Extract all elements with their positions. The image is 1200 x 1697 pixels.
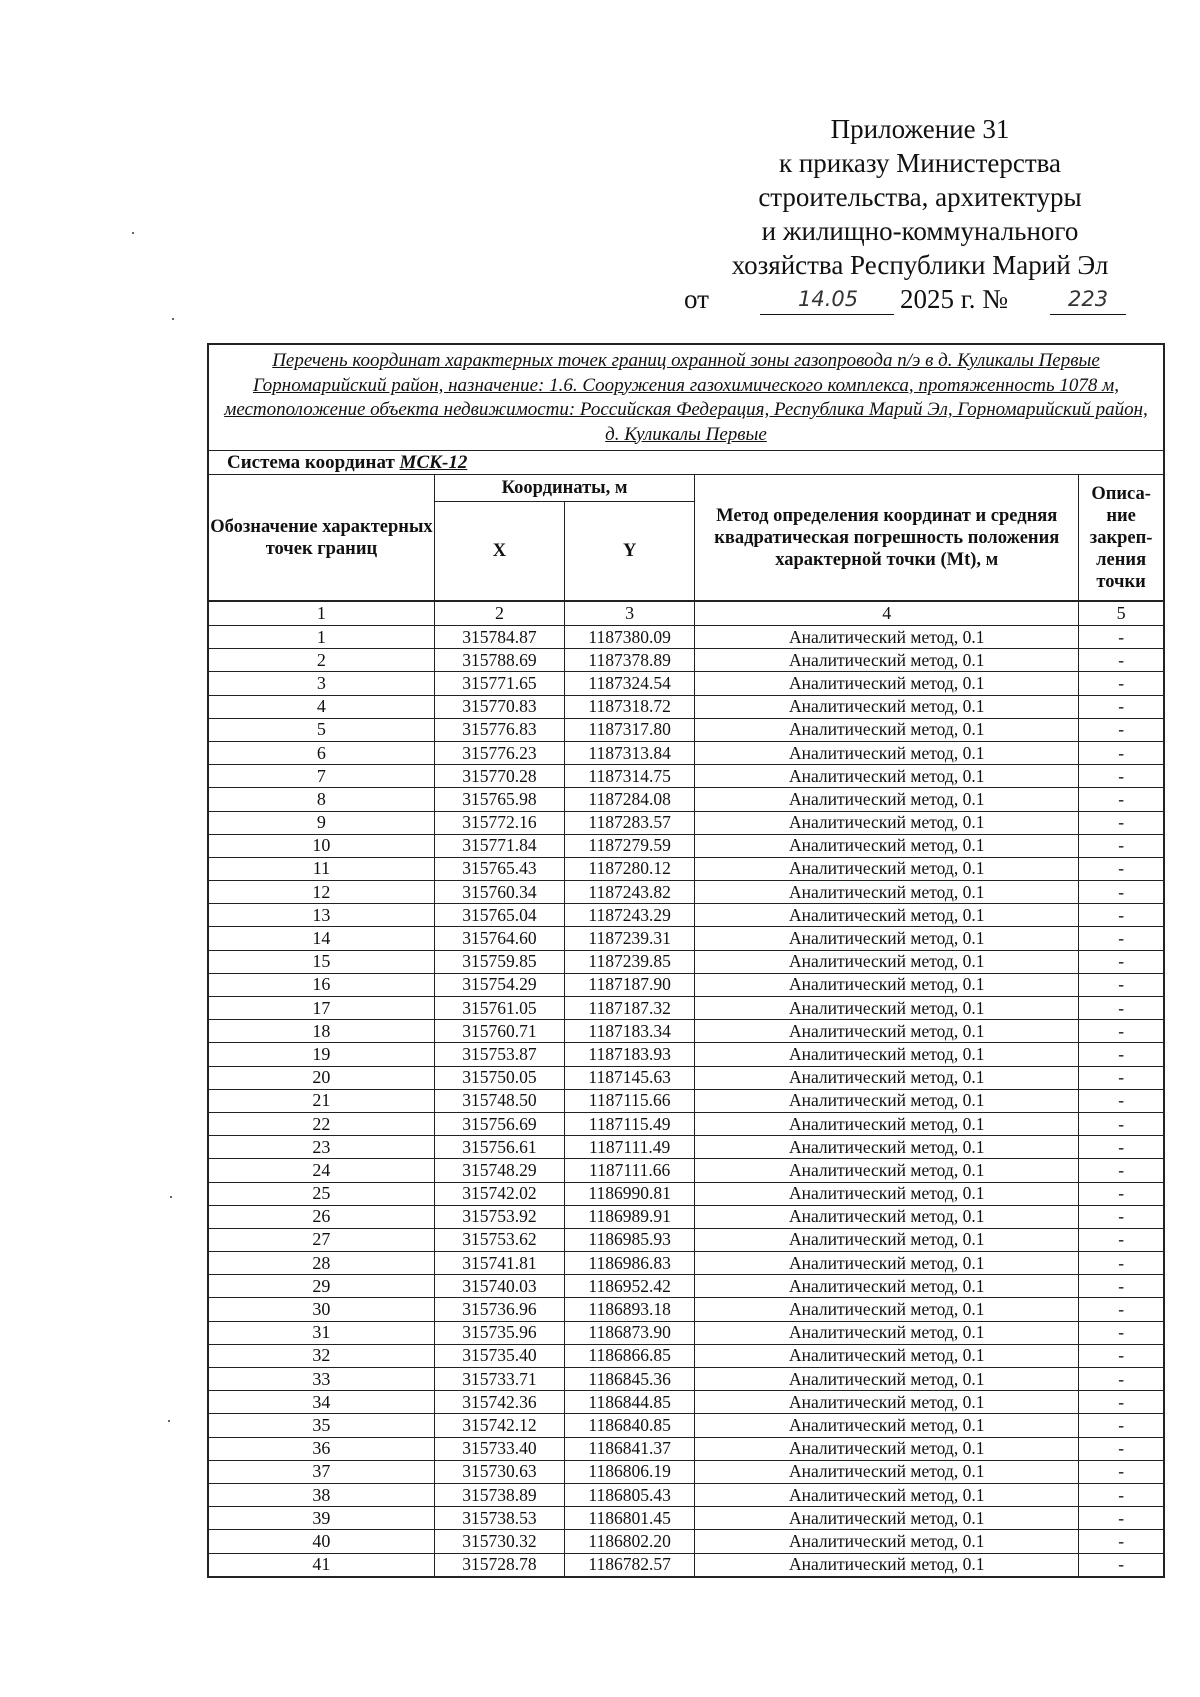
y-coordinate-cell: 1187324.54 bbox=[565, 672, 695, 695]
description-cell: - bbox=[1079, 1298, 1163, 1321]
point-number-cell: 13 bbox=[209, 904, 434, 927]
table-row bbox=[209, 927, 1163, 950]
method-cell: Аналитический метод, 0.1 bbox=[695, 811, 1079, 834]
x-coordinate-cell: 315753.92 bbox=[434, 1205, 564, 1228]
point-number-cell: 24 bbox=[209, 1159, 434, 1182]
description-cell: - bbox=[1079, 973, 1163, 996]
description-cell: - bbox=[1079, 1228, 1163, 1251]
x-coordinate-cell: 315736.96 bbox=[434, 1298, 564, 1321]
description-cell: - bbox=[1079, 834, 1163, 857]
point-number-cell: 6 bbox=[209, 741, 434, 764]
description-cell: - bbox=[1079, 1252, 1163, 1275]
table-row bbox=[209, 997, 1163, 1020]
x-coordinate-cell: 315772.16 bbox=[434, 811, 564, 834]
x-coordinate-cell: 315750.05 bbox=[434, 1066, 564, 1089]
scan-speck bbox=[168, 1420, 170, 1422]
appendix-line: и жилищно-коммунального bbox=[761, 216, 1079, 246]
method-cell: Аналитический метод, 0.1 bbox=[695, 1205, 1079, 1228]
table-row bbox=[209, 1066, 1163, 1089]
table-row bbox=[209, 973, 1163, 996]
method-cell: Аналитический метод, 0.1 bbox=[695, 904, 1079, 927]
y-coordinate-cell: 1186802.20 bbox=[565, 1530, 695, 1553]
y-coordinate-cell: 1187243.82 bbox=[565, 881, 695, 904]
table-row bbox=[209, 1344, 1163, 1367]
x-coordinate-cell: 315735.40 bbox=[434, 1344, 564, 1367]
description-cell: - bbox=[1079, 649, 1163, 672]
method-cell: Аналитический метод, 0.1 bbox=[695, 973, 1079, 996]
description-cell: - bbox=[1079, 1530, 1163, 1553]
x-coordinate-cell: 315770.28 bbox=[434, 765, 564, 788]
y-coordinate-cell: 1186782.57 bbox=[565, 1553, 695, 1576]
x-coordinate-cell: 315756.69 bbox=[434, 1112, 564, 1135]
point-number-cell: 19 bbox=[209, 1043, 434, 1066]
point-number-cell: 21 bbox=[209, 1089, 434, 1112]
description-cell: - bbox=[1079, 857, 1163, 880]
table-row bbox=[209, 1460, 1163, 1483]
point-number-cell: 9 bbox=[209, 811, 434, 834]
method-cell: Аналитический метод, 0.1 bbox=[695, 1368, 1079, 1391]
handwritten-date: 14.05 bbox=[798, 287, 859, 311]
scan-speck bbox=[132, 232, 134, 234]
y-coordinate-cell: 1186844.85 bbox=[565, 1391, 695, 1414]
description-cell: - bbox=[1079, 1089, 1163, 1112]
point-number-cell: 12 bbox=[209, 881, 434, 904]
description-cell: - bbox=[1079, 718, 1163, 741]
table-row bbox=[209, 1136, 1163, 1159]
y-coordinate-cell: 1187380.09 bbox=[565, 626, 695, 649]
x-coordinate-cell: 315754.29 bbox=[434, 973, 564, 996]
point-number-cell: 1 bbox=[209, 626, 434, 649]
description-cell: - bbox=[1079, 1483, 1163, 1506]
y-coordinate-cell: 1187279.59 bbox=[565, 834, 695, 857]
x-coordinate-cell: 315741.81 bbox=[434, 1252, 564, 1275]
date-prefix: от bbox=[684, 284, 709, 314]
y-coordinate-cell: 1187183.93 bbox=[565, 1043, 695, 1066]
handwritten-number: 223 bbox=[1068, 287, 1109, 311]
table-row bbox=[209, 1275, 1163, 1298]
y-coordinate-cell: 1186806.19 bbox=[565, 1460, 695, 1483]
x-coordinate-cell: 315753.87 bbox=[434, 1043, 564, 1066]
method-cell: Аналитический метод, 0.1 bbox=[695, 1112, 1079, 1135]
table-row bbox=[209, 1414, 1163, 1437]
point-number-cell: 28 bbox=[209, 1252, 434, 1275]
appendix-line: к приказу Министерства bbox=[778, 148, 1062, 178]
description-cell: - bbox=[1079, 672, 1163, 695]
method-cell: Аналитический метод, 0.1 bbox=[695, 950, 1079, 973]
x-coordinate-cell: 315771.84 bbox=[434, 834, 564, 857]
y-coordinate-cell: 1187283.57 bbox=[565, 811, 695, 834]
point-number-cell: 15 bbox=[209, 950, 434, 973]
point-number-cell: 40 bbox=[209, 1530, 434, 1553]
y-coordinate-cell: 1187313.84 bbox=[565, 741, 695, 764]
y-coordinate-cell: 1186866.85 bbox=[565, 1344, 695, 1367]
coordinate-system-name: МСК-12 bbox=[399, 452, 468, 473]
point-number-cell: 34 bbox=[209, 1391, 434, 1414]
method-cell: Аналитический метод, 0.1 bbox=[695, 927, 1079, 950]
table-row bbox=[209, 695, 1163, 718]
table-row bbox=[209, 649, 1163, 672]
table-row bbox=[209, 718, 1163, 741]
description-cell: - bbox=[1079, 1368, 1163, 1391]
table-row bbox=[209, 1159, 1163, 1182]
point-number-cell: 17 bbox=[209, 997, 434, 1020]
y-coordinate-cell: 1186801.45 bbox=[565, 1507, 695, 1530]
y-coordinate-cell: 1186840.85 bbox=[565, 1414, 695, 1437]
x-coordinate-cell: 315730.32 bbox=[434, 1530, 564, 1553]
y-coordinate-cell: 1187111.49 bbox=[565, 1136, 695, 1159]
description-cell: - bbox=[1079, 811, 1163, 834]
method-cell: Аналитический метод, 0.1 bbox=[695, 788, 1079, 811]
table-row bbox=[209, 1437, 1163, 1460]
y-coordinate-cell: 1187115.49 bbox=[565, 1112, 695, 1135]
x-coordinate-cell: 315738.53 bbox=[434, 1507, 564, 1530]
point-number-cell: 31 bbox=[209, 1321, 434, 1344]
point-number-cell: 2 bbox=[209, 649, 434, 672]
table-row bbox=[209, 672, 1163, 695]
description-cell: - bbox=[1079, 626, 1163, 649]
description-cell: - bbox=[1079, 1182, 1163, 1205]
table-row bbox=[209, 788, 1163, 811]
scan-speck bbox=[172, 318, 174, 320]
method-cell: Аналитический метод, 0.1 bbox=[695, 857, 1079, 880]
point-number-cell: 22 bbox=[209, 1112, 434, 1135]
description-cell: - bbox=[1079, 1136, 1163, 1159]
point-number-cell: 32 bbox=[209, 1344, 434, 1367]
col-header-x: X bbox=[434, 502, 564, 602]
table-row bbox=[209, 834, 1163, 857]
date-field bbox=[760, 282, 894, 315]
x-coordinate-cell: 315784.87 bbox=[434, 626, 564, 649]
coordinate-system-label: Система координат bbox=[227, 452, 395, 473]
description-cell: - bbox=[1079, 881, 1163, 904]
table-row bbox=[209, 1043, 1163, 1066]
method-cell: Аналитический метод, 0.1 bbox=[695, 672, 1079, 695]
order-number-field bbox=[1050, 282, 1126, 315]
method-cell: Аналитический метод, 0.1 bbox=[695, 881, 1079, 904]
appendix-line: хозяйства Республики Марий Эл bbox=[731, 250, 1109, 280]
y-coordinate-cell: 1186990.81 bbox=[565, 1182, 695, 1205]
description-cell: - bbox=[1079, 1159, 1163, 1182]
method-cell: Аналитический метод, 0.1 bbox=[695, 1414, 1079, 1437]
x-coordinate-cell: 315765.43 bbox=[434, 857, 564, 880]
table-row bbox=[209, 1112, 1163, 1135]
col-header-y: Y bbox=[565, 502, 695, 602]
description-cell: - bbox=[1079, 1507, 1163, 1530]
table-row bbox=[209, 1553, 1163, 1576]
y-coordinate-cell: 1187115.66 bbox=[565, 1089, 695, 1112]
description-cell: - bbox=[1079, 904, 1163, 927]
description-cell: - bbox=[1079, 1460, 1163, 1483]
y-coordinate-cell: 1187318.72 bbox=[565, 695, 695, 718]
table-row bbox=[209, 1089, 1163, 1112]
table-row bbox=[209, 904, 1163, 927]
description-cell: - bbox=[1079, 1043, 1163, 1066]
col-header-method: Метод определения координат и средняя квадратическая погрешность положения характерной точки (Mt), м bbox=[695, 475, 1079, 601]
description-cell: - bbox=[1079, 927, 1163, 950]
table-row bbox=[209, 1182, 1163, 1205]
method-cell: Аналитический метод, 0.1 bbox=[695, 1391, 1079, 1414]
point-number-cell: 4 bbox=[209, 695, 434, 718]
point-number-cell: 23 bbox=[209, 1136, 434, 1159]
description-cell: - bbox=[1079, 1112, 1163, 1135]
method-cell: Аналитический метод, 0.1 bbox=[695, 1136, 1079, 1159]
x-coordinate-cell: 315742.12 bbox=[434, 1414, 564, 1437]
x-coordinate-cell: 315761.05 bbox=[434, 997, 564, 1020]
x-coordinate-cell: 315770.83 bbox=[434, 695, 564, 718]
y-coordinate-cell: 1187243.29 bbox=[565, 904, 695, 927]
x-coordinate-cell: 315771.65 bbox=[434, 672, 564, 695]
y-coordinate-cell: 1187187.90 bbox=[565, 973, 695, 996]
point-number-cell: 37 bbox=[209, 1460, 434, 1483]
table-title: Перечень координат характерных точек границ охранной зоны газопровода п/э в д. Куликалы Первые Горномарийский район, назначение: 1.6. Сооружения газохимического комплекса, протяженность 1078 м, местоположение объекта недвижимости: Российская Федерация, Республика Марий Эл, Горномарийский район, д. Куликалы Первые bbox=[209, 345, 1163, 451]
table-row bbox=[209, 881, 1163, 904]
x-coordinate-cell: 315788.69 bbox=[434, 649, 564, 672]
table-row bbox=[209, 1298, 1163, 1321]
table-row bbox=[209, 1368, 1163, 1391]
description-cell: - bbox=[1079, 695, 1163, 718]
x-coordinate-cell: 315733.40 bbox=[434, 1437, 564, 1460]
table-row bbox=[209, 626, 1163, 649]
point-number-cell: 35 bbox=[209, 1414, 434, 1437]
method-cell: Аналитический метод, 0.1 bbox=[695, 1275, 1079, 1298]
y-coordinate-cell: 1186845.36 bbox=[565, 1368, 695, 1391]
method-cell: Аналитический метод, 0.1 bbox=[695, 1483, 1079, 1506]
method-cell: Аналитический метод, 0.1 bbox=[695, 718, 1079, 741]
x-coordinate-cell: 315740.03 bbox=[434, 1275, 564, 1298]
point-number-cell: 30 bbox=[209, 1298, 434, 1321]
method-cell: Аналитический метод, 0.1 bbox=[695, 695, 1079, 718]
table-row bbox=[209, 1205, 1163, 1228]
method-cell: Аналитический метод, 0.1 bbox=[695, 834, 1079, 857]
method-cell: Аналитический метод, 0.1 bbox=[695, 1043, 1079, 1066]
table-row bbox=[209, 1483, 1163, 1506]
point-number-cell: 5 bbox=[209, 718, 434, 741]
appendix-title: Приложение 31 bbox=[830, 114, 1010, 144]
y-coordinate-cell: 1187239.31 bbox=[565, 927, 695, 950]
table-row bbox=[209, 1321, 1163, 1344]
method-cell: Аналитический метод, 0.1 bbox=[695, 1159, 1079, 1182]
column-number: 4 bbox=[695, 601, 1079, 626]
coordinates-table bbox=[209, 475, 1163, 1576]
point-number-cell: 3 bbox=[209, 672, 434, 695]
table-row bbox=[209, 811, 1163, 834]
table-row bbox=[209, 1228, 1163, 1251]
year-number-label: 2025 г. № bbox=[900, 284, 1009, 314]
x-coordinate-cell: 315728.78 bbox=[434, 1553, 564, 1576]
x-coordinate-cell: 315760.34 bbox=[434, 881, 564, 904]
method-cell: Аналитический метод, 0.1 bbox=[695, 1020, 1079, 1043]
method-cell: Аналитический метод, 0.1 bbox=[695, 1321, 1079, 1344]
description-cell: - bbox=[1079, 1437, 1163, 1460]
y-coordinate-cell: 1186986.83 bbox=[565, 1252, 695, 1275]
point-number-cell: 38 bbox=[209, 1483, 434, 1506]
x-coordinate-cell: 315742.36 bbox=[434, 1391, 564, 1414]
x-coordinate-cell: 315759.85 bbox=[434, 950, 564, 973]
y-coordinate-cell: 1186841.37 bbox=[565, 1437, 695, 1460]
point-number-cell: 16 bbox=[209, 973, 434, 996]
method-cell: Аналитический метод, 0.1 bbox=[695, 1066, 1079, 1089]
method-cell: Аналитический метод, 0.1 bbox=[695, 1089, 1079, 1112]
scan-speck bbox=[170, 1196, 172, 1198]
description-cell: - bbox=[1079, 950, 1163, 973]
coordinates-document bbox=[207, 343, 1165, 1578]
point-number-cell: 10 bbox=[209, 834, 434, 857]
x-coordinate-cell: 315776.83 bbox=[434, 718, 564, 741]
x-coordinate-cell: 315764.60 bbox=[434, 927, 564, 950]
x-coordinate-cell: 315738.89 bbox=[434, 1483, 564, 1506]
y-coordinate-cell: 1186989.91 bbox=[565, 1205, 695, 1228]
y-coordinate-cell: 1187317.80 bbox=[565, 718, 695, 741]
method-cell: Аналитический метод, 0.1 bbox=[695, 1437, 1079, 1460]
x-coordinate-cell: 315730.63 bbox=[434, 1460, 564, 1483]
table-row bbox=[209, 857, 1163, 880]
x-coordinate-cell: 315776.23 bbox=[434, 741, 564, 764]
point-number-cell: 27 bbox=[209, 1228, 434, 1251]
y-coordinate-cell: 1186952.42 bbox=[565, 1275, 695, 1298]
method-cell: Аналитический метод, 0.1 bbox=[695, 1228, 1079, 1251]
appendix-line: строительства, архитектуры bbox=[758, 182, 1082, 212]
point-number-cell: 36 bbox=[209, 1437, 434, 1460]
description-cell: - bbox=[1079, 1391, 1163, 1414]
y-coordinate-cell: 1187187.32 bbox=[565, 997, 695, 1020]
coordinate-system-row bbox=[209, 451, 1163, 475]
x-coordinate-cell: 315756.61 bbox=[434, 1136, 564, 1159]
point-number-cell: 41 bbox=[209, 1553, 434, 1576]
point-number-cell: 18 bbox=[209, 1020, 434, 1043]
method-cell: Аналитический метод, 0.1 bbox=[695, 1530, 1079, 1553]
method-cell: Аналитический метод, 0.1 bbox=[695, 741, 1079, 764]
point-number-cell: 20 bbox=[209, 1066, 434, 1089]
y-coordinate-cell: 1186805.43 bbox=[565, 1483, 695, 1506]
coordinates-table-body bbox=[209, 626, 1163, 1576]
table-row bbox=[209, 1530, 1163, 1553]
description-cell: - bbox=[1079, 1553, 1163, 1576]
column-number: 5 bbox=[1079, 601, 1163, 626]
y-coordinate-cell: 1187239.85 bbox=[565, 950, 695, 973]
x-coordinate-cell: 315748.50 bbox=[434, 1089, 564, 1112]
description-cell: - bbox=[1079, 1020, 1163, 1043]
method-cell: Аналитический метод, 0.1 bbox=[695, 1553, 1079, 1576]
y-coordinate-cell: 1186893.18 bbox=[565, 1298, 695, 1321]
y-coordinate-cell: 1187111.66 bbox=[565, 1159, 695, 1182]
col-header-description: Описа-ние закреп-ления точки bbox=[1079, 475, 1163, 601]
x-coordinate-cell: 315760.71 bbox=[434, 1020, 564, 1043]
point-number-cell: 33 bbox=[209, 1368, 434, 1391]
method-cell: Аналитический метод, 0.1 bbox=[695, 1460, 1079, 1483]
description-cell: - bbox=[1079, 765, 1163, 788]
table-row bbox=[209, 950, 1163, 973]
method-cell: Аналитический метод, 0.1 bbox=[695, 649, 1079, 672]
point-number-cell: 11 bbox=[209, 857, 434, 880]
appendix-header bbox=[680, 112, 1160, 316]
method-cell: Аналитический метод, 0.1 bbox=[695, 1252, 1079, 1275]
column-number: 3 bbox=[565, 601, 695, 626]
description-cell: - bbox=[1079, 1344, 1163, 1367]
x-coordinate-cell: 315748.29 bbox=[434, 1159, 564, 1182]
x-coordinate-cell: 315765.98 bbox=[434, 788, 564, 811]
description-cell: - bbox=[1079, 1321, 1163, 1344]
point-number-cell: 29 bbox=[209, 1275, 434, 1298]
table-row bbox=[209, 1252, 1163, 1275]
table-row bbox=[209, 741, 1163, 764]
description-cell: - bbox=[1079, 788, 1163, 811]
order-date-line bbox=[680, 282, 1160, 316]
description-cell: - bbox=[1079, 997, 1163, 1020]
y-coordinate-cell: 1187314.75 bbox=[565, 765, 695, 788]
point-number-cell: 8 bbox=[209, 788, 434, 811]
y-coordinate-cell: 1187280.12 bbox=[565, 857, 695, 880]
point-number-cell: 7 bbox=[209, 765, 434, 788]
description-cell: - bbox=[1079, 1205, 1163, 1228]
col-header-point: Обозначение характерных точек границ bbox=[209, 475, 434, 601]
column-number: 2 bbox=[434, 601, 564, 626]
col-header-coords: Координаты, м bbox=[434, 475, 694, 502]
y-coordinate-cell: 1187183.34 bbox=[565, 1020, 695, 1043]
table-row bbox=[209, 765, 1163, 788]
point-number-cell: 14 bbox=[209, 927, 434, 950]
x-coordinate-cell: 315753.62 bbox=[434, 1228, 564, 1251]
column-number: 1 bbox=[209, 601, 434, 626]
point-number-cell: 25 bbox=[209, 1182, 434, 1205]
description-cell: - bbox=[1079, 1275, 1163, 1298]
x-coordinate-cell: 315742.02 bbox=[434, 1182, 564, 1205]
x-coordinate-cell: 315733.71 bbox=[434, 1368, 564, 1391]
description-cell: - bbox=[1079, 741, 1163, 764]
x-coordinate-cell: 315735.96 bbox=[434, 1321, 564, 1344]
method-cell: Аналитический метод, 0.1 bbox=[695, 1507, 1079, 1530]
method-cell: Аналитический метод, 0.1 bbox=[695, 1298, 1079, 1321]
table-row bbox=[209, 1391, 1163, 1414]
method-cell: Аналитический метод, 0.1 bbox=[695, 1182, 1079, 1205]
table-row bbox=[209, 1507, 1163, 1530]
method-cell: Аналитический метод, 0.1 bbox=[695, 626, 1079, 649]
method-cell: Аналитический метод, 0.1 bbox=[695, 765, 1079, 788]
y-coordinate-cell: 1187145.63 bbox=[565, 1066, 695, 1089]
description-cell: - bbox=[1079, 1066, 1163, 1089]
point-number-cell: 26 bbox=[209, 1205, 434, 1228]
method-cell: Аналитический метод, 0.1 bbox=[695, 1344, 1079, 1367]
method-cell: Аналитический метод, 0.1 bbox=[695, 997, 1079, 1020]
table-row bbox=[209, 1020, 1163, 1043]
point-number-cell: 39 bbox=[209, 1507, 434, 1530]
y-coordinate-cell: 1186985.93 bbox=[565, 1228, 695, 1251]
x-coordinate-cell: 315765.04 bbox=[434, 904, 564, 927]
y-coordinate-cell: 1186873.90 bbox=[565, 1321, 695, 1344]
y-coordinate-cell: 1187378.89 bbox=[565, 649, 695, 672]
description-cell: - bbox=[1079, 1414, 1163, 1437]
y-coordinate-cell: 1187284.08 bbox=[565, 788, 695, 811]
